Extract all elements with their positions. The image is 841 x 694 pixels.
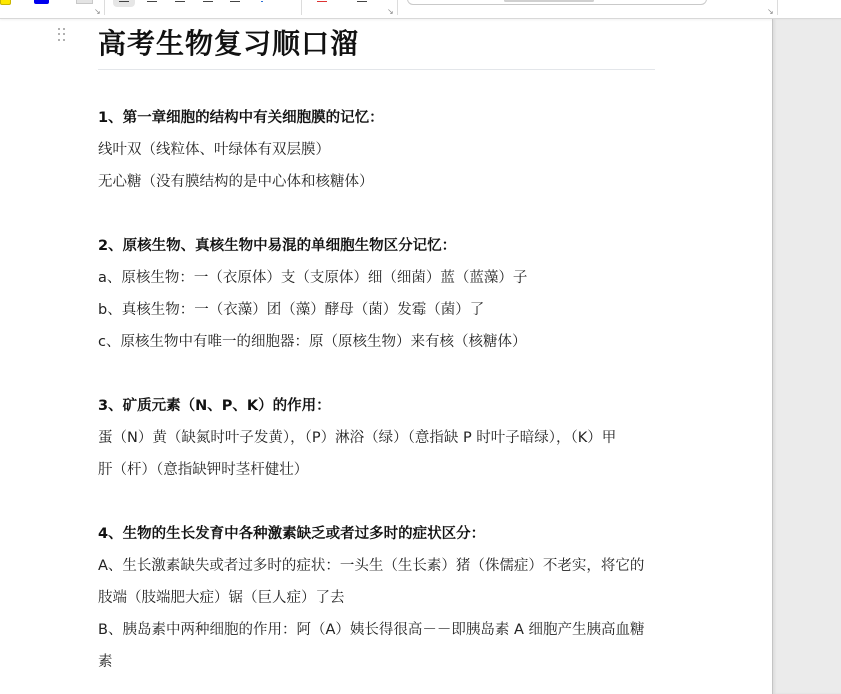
- align-left-button[interactable]: [113, 0, 135, 7]
- align-right-icon: [175, 1, 185, 2]
- paragraph: b、真核生物：一（衣藻）团（藻）酵母（菌）发霉（菌）了: [98, 302, 485, 318]
- paragraph: 蛋（N）黄（缺氮时叶子发黄），（P）淋浴（绿）（意指缺 P 时叶子暗绿），（K）甲: [98, 430, 617, 446]
- indent-icon: [230, 1, 240, 2]
- paragraph: a、原核生物：一（衣原体）支（支原体）细（细菌）蓝（蓝藻）子: [98, 270, 528, 286]
- paragraph: c、原核生物中有唯一的细胞器：原（原核生物）来有核（核糖体）: [98, 334, 527, 350]
- section-4: [98, 518, 655, 678]
- border-button[interactable]: [355, 0, 369, 6]
- group-divider: [397, 0, 398, 15]
- font-group-launcher-icon[interactable]: ↘: [94, 7, 101, 16]
- align-center-button[interactable]: [145, 0, 159, 6]
- clear-format-button[interactable]: [315, 0, 329, 6]
- group-divider: [104, 0, 105, 15]
- section-2: [98, 230, 655, 358]
- font-color-swatch[interactable]: [34, 0, 49, 4]
- ribbon-toolbar: [0, 0, 841, 19]
- page-title: 高考生物复习顺口溜: [98, 27, 360, 60]
- drag-handle-icon[interactable]: [58, 28, 66, 42]
- paragraph: A、生长激素缺失或者过多时的症状：一头生（生长素）猪（侏儒症）不老实，将它的: [98, 558, 645, 574]
- section-heading: 2、原核生物、真核生物中易混的单细胞生物区分记忆：: [98, 238, 457, 254]
- line-spacing-button[interactable]: [258, 0, 272, 6]
- document-body[interactable]: [98, 20, 655, 678]
- clear-format-icon: [317, 1, 327, 2]
- align-left-icon: [119, 1, 129, 2]
- section-3: [98, 390, 655, 486]
- section-heading: 3、矿质元素（N、P、K）的作用：: [98, 398, 331, 414]
- justify-icon: [203, 1, 213, 2]
- right-side-panel: [772, 19, 841, 694]
- line-spacing-icon: [261, 1, 263, 2]
- paragraph: 素: [98, 654, 113, 670]
- justify-button[interactable]: [201, 0, 215, 6]
- highlight-color-swatch[interactable]: [0, 0, 11, 5]
- styles-gallery-scroll-thumb[interactable]: [504, 0, 594, 2]
- paragraph: 无心糖（没有膜结构的是中心体和核糖体）: [98, 174, 374, 190]
- indent-button[interactable]: [228, 0, 242, 6]
- group-divider: [301, 0, 302, 15]
- paragraph: 肝（杆）（意指缺钾时茎杆健壮）: [98, 462, 309, 478]
- section-heading: 4、生物的生长发育中各种激素缺乏或者过多时的症状区分：: [98, 526, 486, 542]
- border-icon: [357, 1, 367, 2]
- paragraph: B、胰岛素中两种细胞的作用：阿（A）姨长得很高－－即胰岛素 A 细胞产生胰高血糖: [98, 622, 645, 638]
- align-right-button[interactable]: [173, 0, 187, 6]
- shading-color-swatch[interactable]: [76, 0, 93, 4]
- title-divider: [98, 69, 655, 70]
- group-divider: [777, 0, 778, 15]
- paragraph: 肢端（肢端肥大症）锯（巨人症）了去: [98, 590, 345, 606]
- align-center-icon: [147, 1, 157, 2]
- paragraph-group-launcher-icon[interactable]: ↘: [387, 7, 394, 16]
- section-1: [98, 102, 655, 198]
- styles-gallery[interactable]: [407, 0, 707, 5]
- styles-group-launcher-icon[interactable]: ↘: [767, 7, 774, 16]
- paragraph: 线叶双（线粒体、叶绿体有双层膜）: [98, 142, 330, 158]
- section-heading: 1、第一章细胞的结构中有关细胞膜的记忆：: [98, 110, 384, 126]
